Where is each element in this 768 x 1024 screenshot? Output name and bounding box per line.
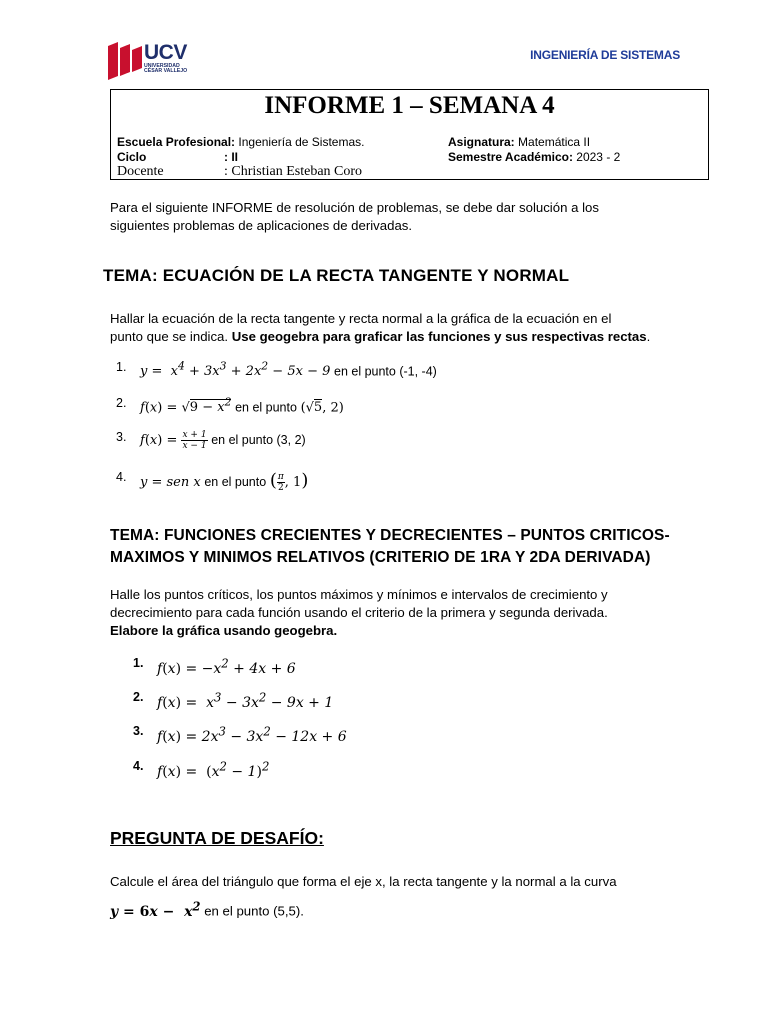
point-value: ( $\frac{\pi}{2}$ , 1) bbox=[269, 470, 309, 493]
item-number: 4. bbox=[116, 470, 127, 484]
ucv-emblem-icon bbox=[108, 42, 142, 80]
equation-2: $f(x) = √9 - x^2$ bbox=[140, 396, 232, 416]
item-content bbox=[140, 470, 308, 493]
semestre-label: Semestre Académico: bbox=[448, 150, 573, 164]
challenge-line-2 bbox=[110, 897, 304, 922]
section2-line-3: Elabore la gráfica usando geogebra. bbox=[110, 623, 338, 638]
section1-title: TEMA: ECUACIÓN DE LA RECTA TANGENTE Y NORMAL bbox=[103, 266, 570, 285]
function-2: $f(x) = x^3 - 3x^2 - 9x + 1$ bbox=[157, 690, 334, 711]
item-number: 3. bbox=[133, 724, 144, 738]
logo-subtitle-1: UNIVERSIDAD bbox=[144, 63, 180, 69]
report-title: INFORME 1 – SEMANA 4 bbox=[264, 92, 555, 119]
logo-subtitle-2: CÉSAR VALLEJO bbox=[144, 68, 188, 75]
item-content bbox=[157, 690, 333, 711]
intro-line-2: siguientes problemas de aplicaciones de derivadas. bbox=[110, 218, 413, 233]
asignatura-value: Matemática II bbox=[514, 135, 591, 149]
intro-line-1: Para el siguiente INFORME de resolución de problemas, se debe dar solución a los bbox=[110, 200, 599, 215]
semestre-value: 2023 - 2 bbox=[572, 150, 621, 164]
asignatura-row bbox=[448, 135, 590, 149]
university-logo bbox=[108, 42, 188, 80]
section2-line-2: decrecimiento para cada función usando el criterio de la primera y segunda derivada. bbox=[110, 605, 608, 620]
program-name: INGENIERÍA DE SISTEMAS bbox=[530, 48, 680, 62]
challenge-curve: $y = 6x - x^2$ bbox=[110, 899, 201, 920]
item-number: 2. bbox=[133, 690, 144, 704]
equation-3: f(x) = $\frac{x + 1}{x - 1}$ bbox=[140, 430, 207, 451]
equation-1: $y = x^4 + 3x^3 + 2x^2 - 5x - 9$ bbox=[140, 360, 331, 380]
docente-label: Docente bbox=[117, 164, 164, 179]
ciclo-value: : II bbox=[224, 150, 238, 164]
section2-line-1: Halle los puntos críticos, los puntos máximos y mínimos e intervalos de crecimiento y bbox=[110, 587, 608, 602]
escuela-value: Ingeniería de Sistemas. bbox=[235, 135, 365, 149]
item-number: 1. bbox=[116, 360, 127, 374]
info-box bbox=[110, 89, 709, 180]
item-number: 4. bbox=[133, 759, 144, 773]
logo-wordmark: UCV bbox=[144, 41, 187, 64]
function-3: $f(x) = 2x^3 - 3x^2 - 12x + 6$ bbox=[157, 724, 347, 745]
function-4: $f(x) = (x^2 - 1)^2$ bbox=[157, 759, 270, 780]
item-content bbox=[157, 724, 347, 745]
item-content bbox=[140, 396, 344, 415]
challenge-point-text: en el punto (5,5). bbox=[200, 903, 304, 919]
function-1: $f(x) = -x^2 + 4x + 6$ bbox=[157, 656, 296, 677]
section1-line-2-plain: punto que se indica. bbox=[110, 329, 232, 344]
section1-line-2-bold: Use geogebra para graficar las funciones y sus respectivas rectas bbox=[231, 329, 647, 344]
point-text: en el punto bbox=[204, 475, 267, 489]
challenge-title: PREGUNTA DE DESAFÍO: bbox=[110, 828, 324, 848]
section1-line-1: Hallar la ecuación de la recta tangente y recta normal a la gráfica de la ecuación en el bbox=[110, 311, 612, 326]
item-content bbox=[157, 759, 269, 780]
section2-title-line-1: TEMA: FUNCIONES CRECIENTES Y DECRECIENTES – PUNTOS CRITICOS- bbox=[110, 527, 670, 544]
point-text: en el punto (-1, -4) bbox=[334, 364, 437, 379]
docente-value: : Christian Esteban Coro bbox=[224, 164, 363, 179]
semestre-row bbox=[448, 150, 620, 164]
escuela-row bbox=[117, 135, 364, 149]
section1-line-2-end: . bbox=[646, 329, 651, 344]
point-text: en el punto bbox=[235, 400, 297, 415]
equation-4: y = sen x bbox=[140, 475, 201, 490]
section2-title-line-2: MAXIMOS Y MINIMOS RELATIVOS (CRITERIO DE 1RA Y 2DA DERIVADA) bbox=[110, 549, 651, 566]
ciclo-label: Ciclo bbox=[117, 150, 147, 164]
item-number: 2. bbox=[116, 396, 127, 410]
section1-line-2 bbox=[110, 327, 650, 346]
item-content bbox=[157, 656, 296, 677]
item-number: 1. bbox=[133, 656, 144, 670]
point-value: (√5, 2) bbox=[300, 400, 344, 416]
item-content bbox=[140, 360, 437, 379]
escuela-label: Escuela Profesional: bbox=[117, 135, 236, 149]
point-text: en el punto (3, 2) bbox=[211, 433, 306, 447]
item-number: 3. bbox=[116, 430, 127, 444]
challenge-line-1: Calcule el área del triángulo que forma el eje x, la recta tangente y la normal a la curva bbox=[110, 874, 617, 889]
asignatura-label: Asignatura: bbox=[448, 135, 515, 149]
item-content bbox=[140, 430, 306, 451]
